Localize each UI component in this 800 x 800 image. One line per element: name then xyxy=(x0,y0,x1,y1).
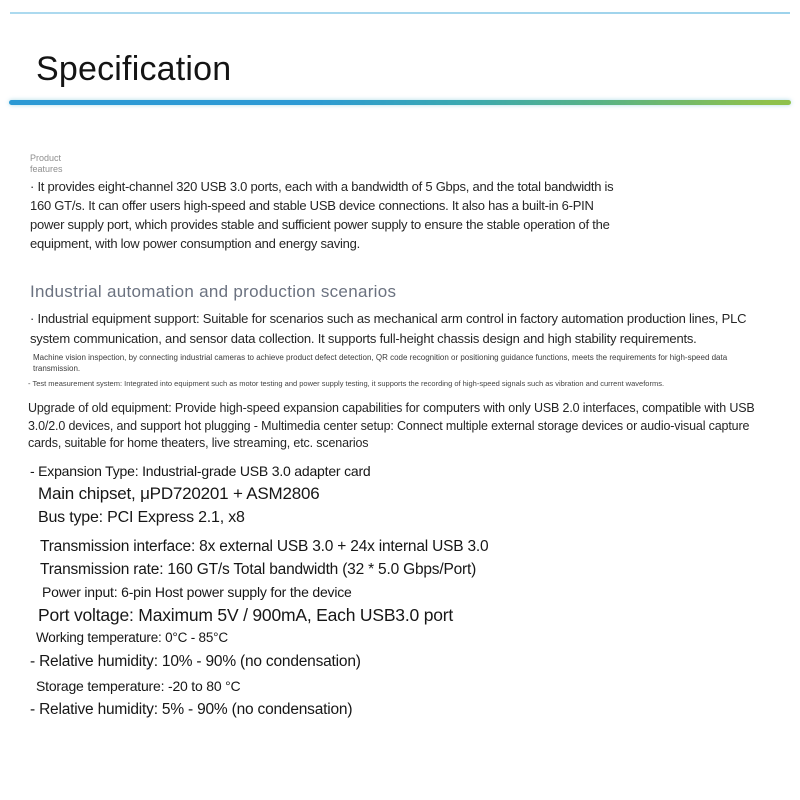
spec-item-power-input: Power input: 6-pin Host power supply for the device xyxy=(42,584,352,600)
test-measurement-note: - Test measurement system: Integrated into equipment such as motor testing and power supply testing, it supports the recording of high-speed signals such as vibration and current waveforms. xyxy=(28,379,665,388)
upgrade-paragraph: Upgrade of old equipment: Provide high-speed expansion capabilities for computers with only USB 2.0 interfaces, compatible with USB 3.0/2.0 devices, and support hot plugging - Multimedia center setup: Connect multiple external storage devices or audio-visual capture cards, suitable for home theaters, live streaming, etc. scenarios xyxy=(28,401,755,450)
spec-item-port-voltage: Port voltage: Maximum 5V / 900mA, Each USB3.0 port xyxy=(38,605,454,625)
spec-item-relative-humidity-10: - Relative humidity: 10% - 90% (no condensation) xyxy=(30,653,361,670)
spec-item-transmission-rate: Transmission rate: 160 GT/s Total bandwidth (32 * 5.0 Gbps/Port) xyxy=(40,561,477,578)
spec-item-transmission-interface: Transmission interface: 8x external USB 3.0 + 24x internal USB 3.0 xyxy=(40,538,489,555)
product-features-label-line2: features xyxy=(30,164,63,174)
title-underline-gradient xyxy=(9,100,791,105)
top-accent-line xyxy=(10,12,790,14)
machine-vision-note: Machine vision inspection, by connecting industrial cameras to achieve product defect detection, QR code recognition or positioning guidance functions, meets the requirements for high-speed data transmission. xyxy=(33,353,728,373)
page-title: Specification xyxy=(36,50,232,88)
spec-item-relative-humidity-5: - Relative humidity: 5% - 90% (no condensation) xyxy=(30,701,353,718)
spec-item-expansion-type: - Expansion Type: Industrial-grade USB 3.0 adapter card xyxy=(30,463,371,479)
product-features-paragraph: · It provides eight-channel 320 USB 3.0 ports, each with a bandwidth of 5 Gbps, and the total bandwidth is 160 GT/s. It can offer users high-speed and stable USB device connections. It also has a built-in 6-PIN power supply port, which provides stable and sufficient power supply to ensure the stable operation of the equipment, with low power consumption and energy saving. xyxy=(30,179,614,251)
industrial-equipment-paragraph: · Industrial equipment support: Suitable for scenarios such as mechanical arm control in factory automation production lines, PLC system communication, and sensor data collection. It supports full-height chassis design and high stability requirements. xyxy=(30,311,747,346)
spec-item-working-temperature: Working temperature: 0°C - 85°C xyxy=(36,630,228,645)
section-heading-industrial: Industrial automation and production scenarios xyxy=(30,282,397,301)
spec-item-bus-type: Bus type: PCI Express 2.1, x8 xyxy=(38,509,245,526)
spec-item-main-chipset: Main chipset, μPD720201 + ASM2806 xyxy=(38,484,320,503)
product-features-label xyxy=(30,153,63,175)
spec-item-storage-temperature: Storage temperature: -20 to 80 °C xyxy=(36,678,241,694)
product-features-label-line1: Product xyxy=(30,153,62,163)
